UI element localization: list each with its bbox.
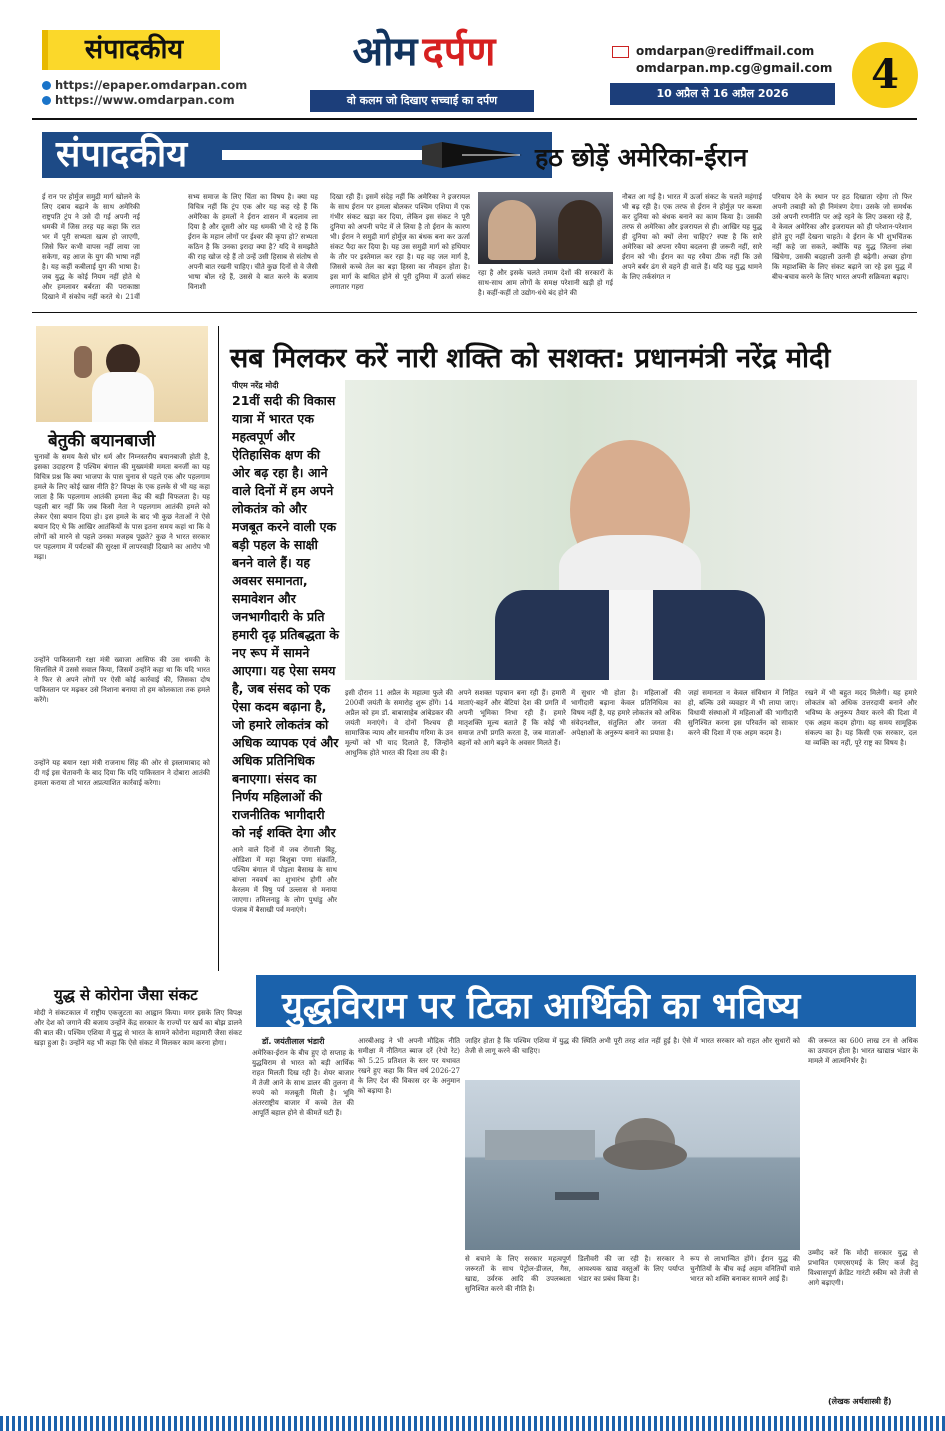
globe-icon	[42, 81, 51, 90]
editorial-headline: हठ छोड़ें अमेरिका-ईरान	[535, 143, 748, 172]
modi-photo	[345, 380, 917, 680]
email-link-2[interactable]: omdarpan.mp.cg@gmail.com	[636, 61, 833, 75]
war-col-h: उम्मीद करें कि मोदी सरकार युद्ध से प्रभावित एमएसएमई के लिए कर्ज हेतु विश्वासपूर्ण क्रेडिट गारंटी स्कीम को तेजी से आगे बढ़ाएगी।	[808, 1249, 918, 1287]
war-byline: डॉ. जयंतीलाल भंडारी	[262, 1037, 325, 1046]
mamata-banerjee-photo	[36, 326, 208, 422]
epaper-link[interactable]: https://epaper.omdarpan.com	[42, 78, 247, 92]
war-corona-body: मोदी ने संकटकाल में राष्ट्रीय एकजुटता का आह्वान किया। मगर इसके लिए विपक्ष और देश को जगाने की बजाय उन्होंने केंद्र सरकार के राज्यों पर खर्च का बोझ डालने की बात की। पश्चिम एशिया में युद्ध से भारत के सामने कोरोना महामारी जैसा संकट खड़ा हुआ है। उन्होंने यह भी कहा कि ऐसे संकट में मिलकर काम करना होगा।	[34, 1009, 242, 1047]
war-col-a: अमेरिका-ईरान के बीच हुए दो सप्ताह के युद्धविराम से भारत को बड़ी आर्थिक राहत मिलती दिख रही है। शेयर बाजार में तेजी आने के साथ डालर की तुलना में रुपये को मजबूती मिली है। भूमि अंतरराष्ट्रीय बाजार में कच्चे तेल की आपूर्ति बहाल होने से कीमतें घटी हैं।	[252, 1049, 354, 1117]
left-column-body-2: उन्होंने पाकिस्तानी रक्षा मंत्री ख्वाजा आसिफ की उस धमकी के सिलसिले में उससे सवाल किया, जिसमें उन्होंने कहा था कि यदि भारत ने फिर से अपने लोगों पर ऐसी कोई कार्रवाई की, जिसका दोष पाकिस्तान पर मढ़कर उसे निशाना बनाया तो हम कोलकाता तक हमले करेंगे।	[34, 656, 210, 704]
modi-col-b: इसी दौरान 11 अप्रैल के महात्मा फुले की 200वीं जयंती के समारोह शुरू होंगे। 14 अप्रैल को हम डॉ. बाबासाहेब आंबेडकर की जयंती मनाएंगे। वे दोनों निश्चय ही सामाजिक न्याय और मानवीय गरिमा के उन मूल्यों को भी याद दिलाते हैं, जिन्होंने आधुनिक होते भारत की दिशा तय की है।	[345, 689, 453, 757]
war-headline: युद्धविराम पर टिका आर्थिकी का भविष्य	[282, 986, 801, 1027]
masthead-logo: ओम दर्पण	[352, 29, 496, 75]
footer-stripes	[0, 1416, 945, 1431]
left-column-body: चुनावों के समय कैसे घोर धर्म और निम्नस्तरीय बयानबाजी होती है, इसका उदाहरण हैं पश्चिम बंगाल की मुख्यमंत्री ममता बनर्जी का यह विचित्र प्रश्न कि क्या भाजपा के पास चुनाव से पहले एक और पहलगाम हमले के लिए कोई खास नीति है? विपक्ष के एक हलके से भी यह कहा जाता है कि पहलगाम आतंकी हमला केंद्र की बड़ी विफलता है। यह पहली बार नहीं कि जब किसी नेता ने पहलगाम आतंकी हमले को लेकर ऐसा बयान दिया हो। इस हमले के बाद भी कुछ नेताओं ने ऐसे बयान दिए थे कि आखिर आतंकियों के पास इतना समय कहां था कि वे लोगों को मारने से पहले उनका मजहब पूछते? कुछ ने भारत सरकार पर पहलगाम में पर्यटकों की सुरक्षा में लापरवाही दिखाने का आरोप भी मढ़ा।	[34, 453, 210, 561]
modi-col-d: में सुधार भी होता है। महिलाओं की भागीदारी बढ़ाना केवल प्रतिनिधित्व का विषय नहीं है, यह हमारे लोकतंत्र को अधिक संवेदनशील, संतुलित और जनता की अपेक्षाओं के अनुरूप बनाने का प्रयास है।	[571, 689, 681, 737]
editorial-title: संपादकीय	[56, 134, 188, 175]
writer-note: (लेखक अर्थशास्त्री हैं)	[828, 1397, 892, 1406]
date-range: 10 अप्रैल से 16 अप्रैल 2026	[610, 83, 835, 105]
modi-col-e: जहां समानता न केवल संविधान में निहित हो, बल्कि उसे व्यवहार में भी लाया जाए। विधायी संस्थाओं में महिलाओं की भागीदारी सुनिश्चित करना इस परिवर्तन को साकार करने की दिशा में एक अहम कदम है।	[688, 689, 798, 737]
explosion-photo	[465, 1080, 800, 1250]
header-divider	[32, 118, 917, 120]
section-tag: संपादकीय	[42, 30, 220, 70]
left-column-body-3: उन्होंने यह बयान रक्षा मंत्री राजनाथ सिंह की ओर से इस्लामाबाद को दी गई इस चेतावनी के बाद दिया कि यदि पाकिस्तान ने दोबारा आतंकी हमला कराया तो भारत अप्रत्याशित कार्रवाई करेगा।	[34, 759, 210, 787]
modi-lead: 21वीं सदी की विकास यात्रा में भारत एक महत्वपूर्ण और ऐतिहासिक क्षण की ओर बढ़ रहा है। आने वाले दिनों में हम अपने लोकतंत्र को और मजबूत करने वाली एक बड़ी पहल के साक्षी बनने वाले हैं। यह अवसर समानता, समावेशन और जनभागीदारी के प्रति हमारी दृढ़ प्रतिबद्धता के नए रूप में सामने आएगा। यह ऐसा समय है, जब संसद को एक ऐसा कदम बढ़ाना है, जो हमारे लोकतंत्र को अधिक व्यापक एवं और अधिक प्रतिनिधिक बनाएगा। संसद का निर्णय महिलाओं की राजनीतिक भागीदारी को नई शक्ति देगा और	[232, 393, 339, 840]
war-col-c: जाहिर होता है कि पश्चिम एशिया में युद्ध की स्थिति अभी पूरी तरह शांत नहीं हुई है। ऐसे में भारत सरकार को राहत और सुधारों को तेजी से लागू करने की चाहिए।	[465, 1037, 800, 1055]
war-col-e: डिलीवरी की जा रही है। सरकार ने आवश्यक खाद्य वस्तुओं के लिए पर्याप्त भंडार का प्रबंध किया है।	[578, 1255, 684, 1283]
editorial-divider	[32, 312, 917, 313]
column-divider	[218, 326, 219, 971]
war-col-f: रूप से लाभान्वित होंगे। ईरान युद्ध की चुनौतियों के बीच कई अहम वनितियों वाले भारत को शक्ति बनाकर सामने आई हैं।	[690, 1255, 800, 1283]
trump-iran-leader-photo	[478, 192, 613, 264]
left-column-title: बेतुकी बयानबाजी	[48, 431, 156, 451]
editorial-col-3: दिखा रही हैं। इसमें संदेह नहीं कि अमेरिका ने इजरायल के साथ ईरान पर हमला बोलकर पश्चिम एशिया में एक गंभीर संकट खड़ा कर दिया, लेकिन इस संकट ने पूरी दुनिया को अपनी चपेट में ले लिया है तो ईरान के कारण भी। ईरान ने समुद्री मार्ग होर्मुज़ का बंधक बना कर ऊर्जा संकट पैदा कर दिया है। यह उस समुद्री मार्ग को हथियार के तौर पर इस्तेमाल कर रहा है। यह वह जल मार्ग है, जिससे कच्चे तेल का बड़ा हिस्सा का नौवहन होता है। इस मार्ग के बाधित होने से पूरी दुनिया में ऊर्जा संकट लगातार गहरा	[330, 193, 470, 291]
pen-nib-icon	[222, 136, 522, 170]
modi-byline: पीएम नरेंद्र मोदी	[232, 381, 279, 390]
website-link[interactable]: https://www.omdarpan.com	[42, 93, 235, 107]
modi-col-a: आने वाले दिनों में जब रोंगाली बिहू, ओडिशा में महा बिशुबा पणा संक्रांति, पश्चिम बंगाल में पोइला बैसाख के साथ बांग्ला नववर्ष का शुभारंभ होगी और केरलम में विषु पर्व उल्लास से मनाया जाएगा। तमिलनाडु के लोग पुथांडु और पंजाब में बैसाखी पर्व मनाएंगे।	[232, 846, 337, 914]
war-corona-title: युद्ध से कोरोना जैसा संकट	[54, 986, 198, 1004]
editorial-col-6: परियाय देने के स्थान पर हठ दिखाता रहेगा तो फिर अपनी तबाही को ही निमंत्रण देगा। उसके जो समर्थक उसे अपनी रणनीति पर अड़े रहने के लिए उकसा रहे हैं, वे केवल अमेरिका और इजरायल को ही परेशान-परेशान होते हुए नहीं देखना चाहते। वे ईरान के भी शुभचिंतक नहीं कहे जा सकते, क्योंकि यह युद्ध जितना लंबा खिंचेगा, उसकी बदहाली उतनी ही बढ़ेगी। अच्छा होगा कि महाशक्ति के लिए संकट बढ़ाने जा रहे इस युद्ध में बीच-बचाव करने के लिए भारत अपनी सक्रियता बढ़ाए।	[772, 193, 912, 281]
email-icon	[612, 46, 629, 58]
modi-headline: सब मिलकर करें नारी शक्ति को सशक्त: प्रधानमंत्री नरेंद्र मोदी	[230, 343, 831, 374]
editorial-col-4: रहा है और इसके चलते तमाम देशों की सरकारों के साथ-साथ आम लोगों के समक्ष परेशानी खड़ी हो गई है। कहीं-कहीं तो उद्योग-धंधे बंद होने की	[478, 269, 613, 297]
editorial-col-1: ई रान पर होर्मुज समुद्री मार्ग खोलने के लिए दबाव बढ़ाने के साथ अमेरिकी राष्ट्रपति ट्रंप ने उसे दी गई अपनी नई धमकी में जिस तरह यह कहा कि रात भर में पूरी सभ्यता खत्म हो जाएगी, जिसे फिर कभी वापस नहीं लाया जा सकेगा, वह आज के युग की भाषा नहीं है। यह कहीं कबीलाई युग की भाषा है। जब युद्ध के कोई नियम नहीं होते थे और हमलावर बर्बरता की पराकाष्ठा दिखाने में संकोच नहीं करते थे। 21वीं	[42, 193, 140, 300]
war-col-d: से बचाने के लिए सरकार महत्वपूर्ण जरूरतों के साथ पेट्रोल-डीजल, गैस, खाद्य, उर्वरक आदि की उपलब्धता सुनिश्चित करने की नीति है।	[465, 1255, 571, 1293]
war-col-g: की जरूरत का 600 लाख टन से अधिक का उत्पादन होता है। भारत खाद्यान्न भंडार के मामले में आत्मनिर्भर है।	[808, 1037, 918, 1065]
editorial-col-2: सभ्य समाज के लिए चिंता का विषय है। क्या यह विचित्र नहीं कि ट्रंप एक ओर यह कह रहे हैं कि अमेरिका के हमलों ने ईरान शासन में बदलाव ला दिया है और दूसरी ओर यह धमकी भी दे रहे हैं कि ईरान के महान लोगों पर ईश्वर की कृपा हो? सभ्यता कठिन है कि उनका इरादा क्या है? यदि वे समझौते की राह खोज रहे हैं तो उन्हें उसी हिसाब से संतोष से अपनी बात रखनी चाहिए। चीते कुछ दिनों से वे जैसी भाषा बोल रहे हैं, उससे वे बात करने के बजाय विनाशी	[188, 193, 318, 291]
globe-icon	[42, 96, 51, 105]
email-link-1[interactable]: omdarpan@rediffmail.com	[636, 44, 815, 58]
masthead-tagline: वो कलम जो दिखाए सच्चाई का दर्पण	[310, 90, 534, 112]
page-number: 4	[852, 42, 918, 108]
modi-col-f: रखने में भी बहुत मदद मिलेगी। यह हमारे लोकतंत्र को अधिक उत्तरदायी बनाने और भविष्य के अनुरूप तैयार करने की दिशा में एक अहम कदम होगा। यह समय सामूहिक संकल्प का है। यह किसी एक सरकार, दल या व्यक्ति का नहीं, पूरे राष्ट्र का विषय है।	[805, 689, 917, 747]
editorial-col-5: नौबत आ गई है। भारत में ऊर्जा संकट के चलते महंगाई भी बढ़ रही है। एक तरफ से ईरान ने होर्मुज़ पर कब्जा कर दुनिया को बंधक बनाने का काम किया है। उसकी तरफ से अमेरिका और इजरायल से ही। आखिर यह युद्ध ही दुनिया को क्यों लेना चाहिए? स्पष्ट है कि सारे अमेरिका को अपना रवैया बदलना ही जरूरी नहीं, सारे ईरान को भी। ईरान का यह रवैया ठीक नहीं कि उसे अपने बर्बर ढंग से वहने ही वाले हैं। यदि यह युद्ध थामने के लिए तर्कसंगत न	[622, 193, 762, 281]
war-col-b: आरबीआइ ने भी अपनी मौद्रिक नीति समीक्षा में नीतिगत ब्याज दरें (रेपो रेट) को 5.25 प्रतिशत के स्तर पर यथावत रखने हुए कहा कि वित्त वर्ष 2026-27 के लिए देश की विकास दर के अनुमान को बढ़ाया है।	[358, 1037, 460, 1095]
modi-col-c: अपने सशक्त पहचान बना रही हैं। हमारी माताएं-बहनें और बेटियां देश की प्रगति में अपनी भूमिका निभा रही हैं। हमारे मातृशक्ति मूल्य बताते हैं कि कोई भी समाज तभी प्रगति करता है, जब माताओं-बहनों को आगे बढ़ने के अवसर मिलते हैं।	[458, 689, 566, 747]
